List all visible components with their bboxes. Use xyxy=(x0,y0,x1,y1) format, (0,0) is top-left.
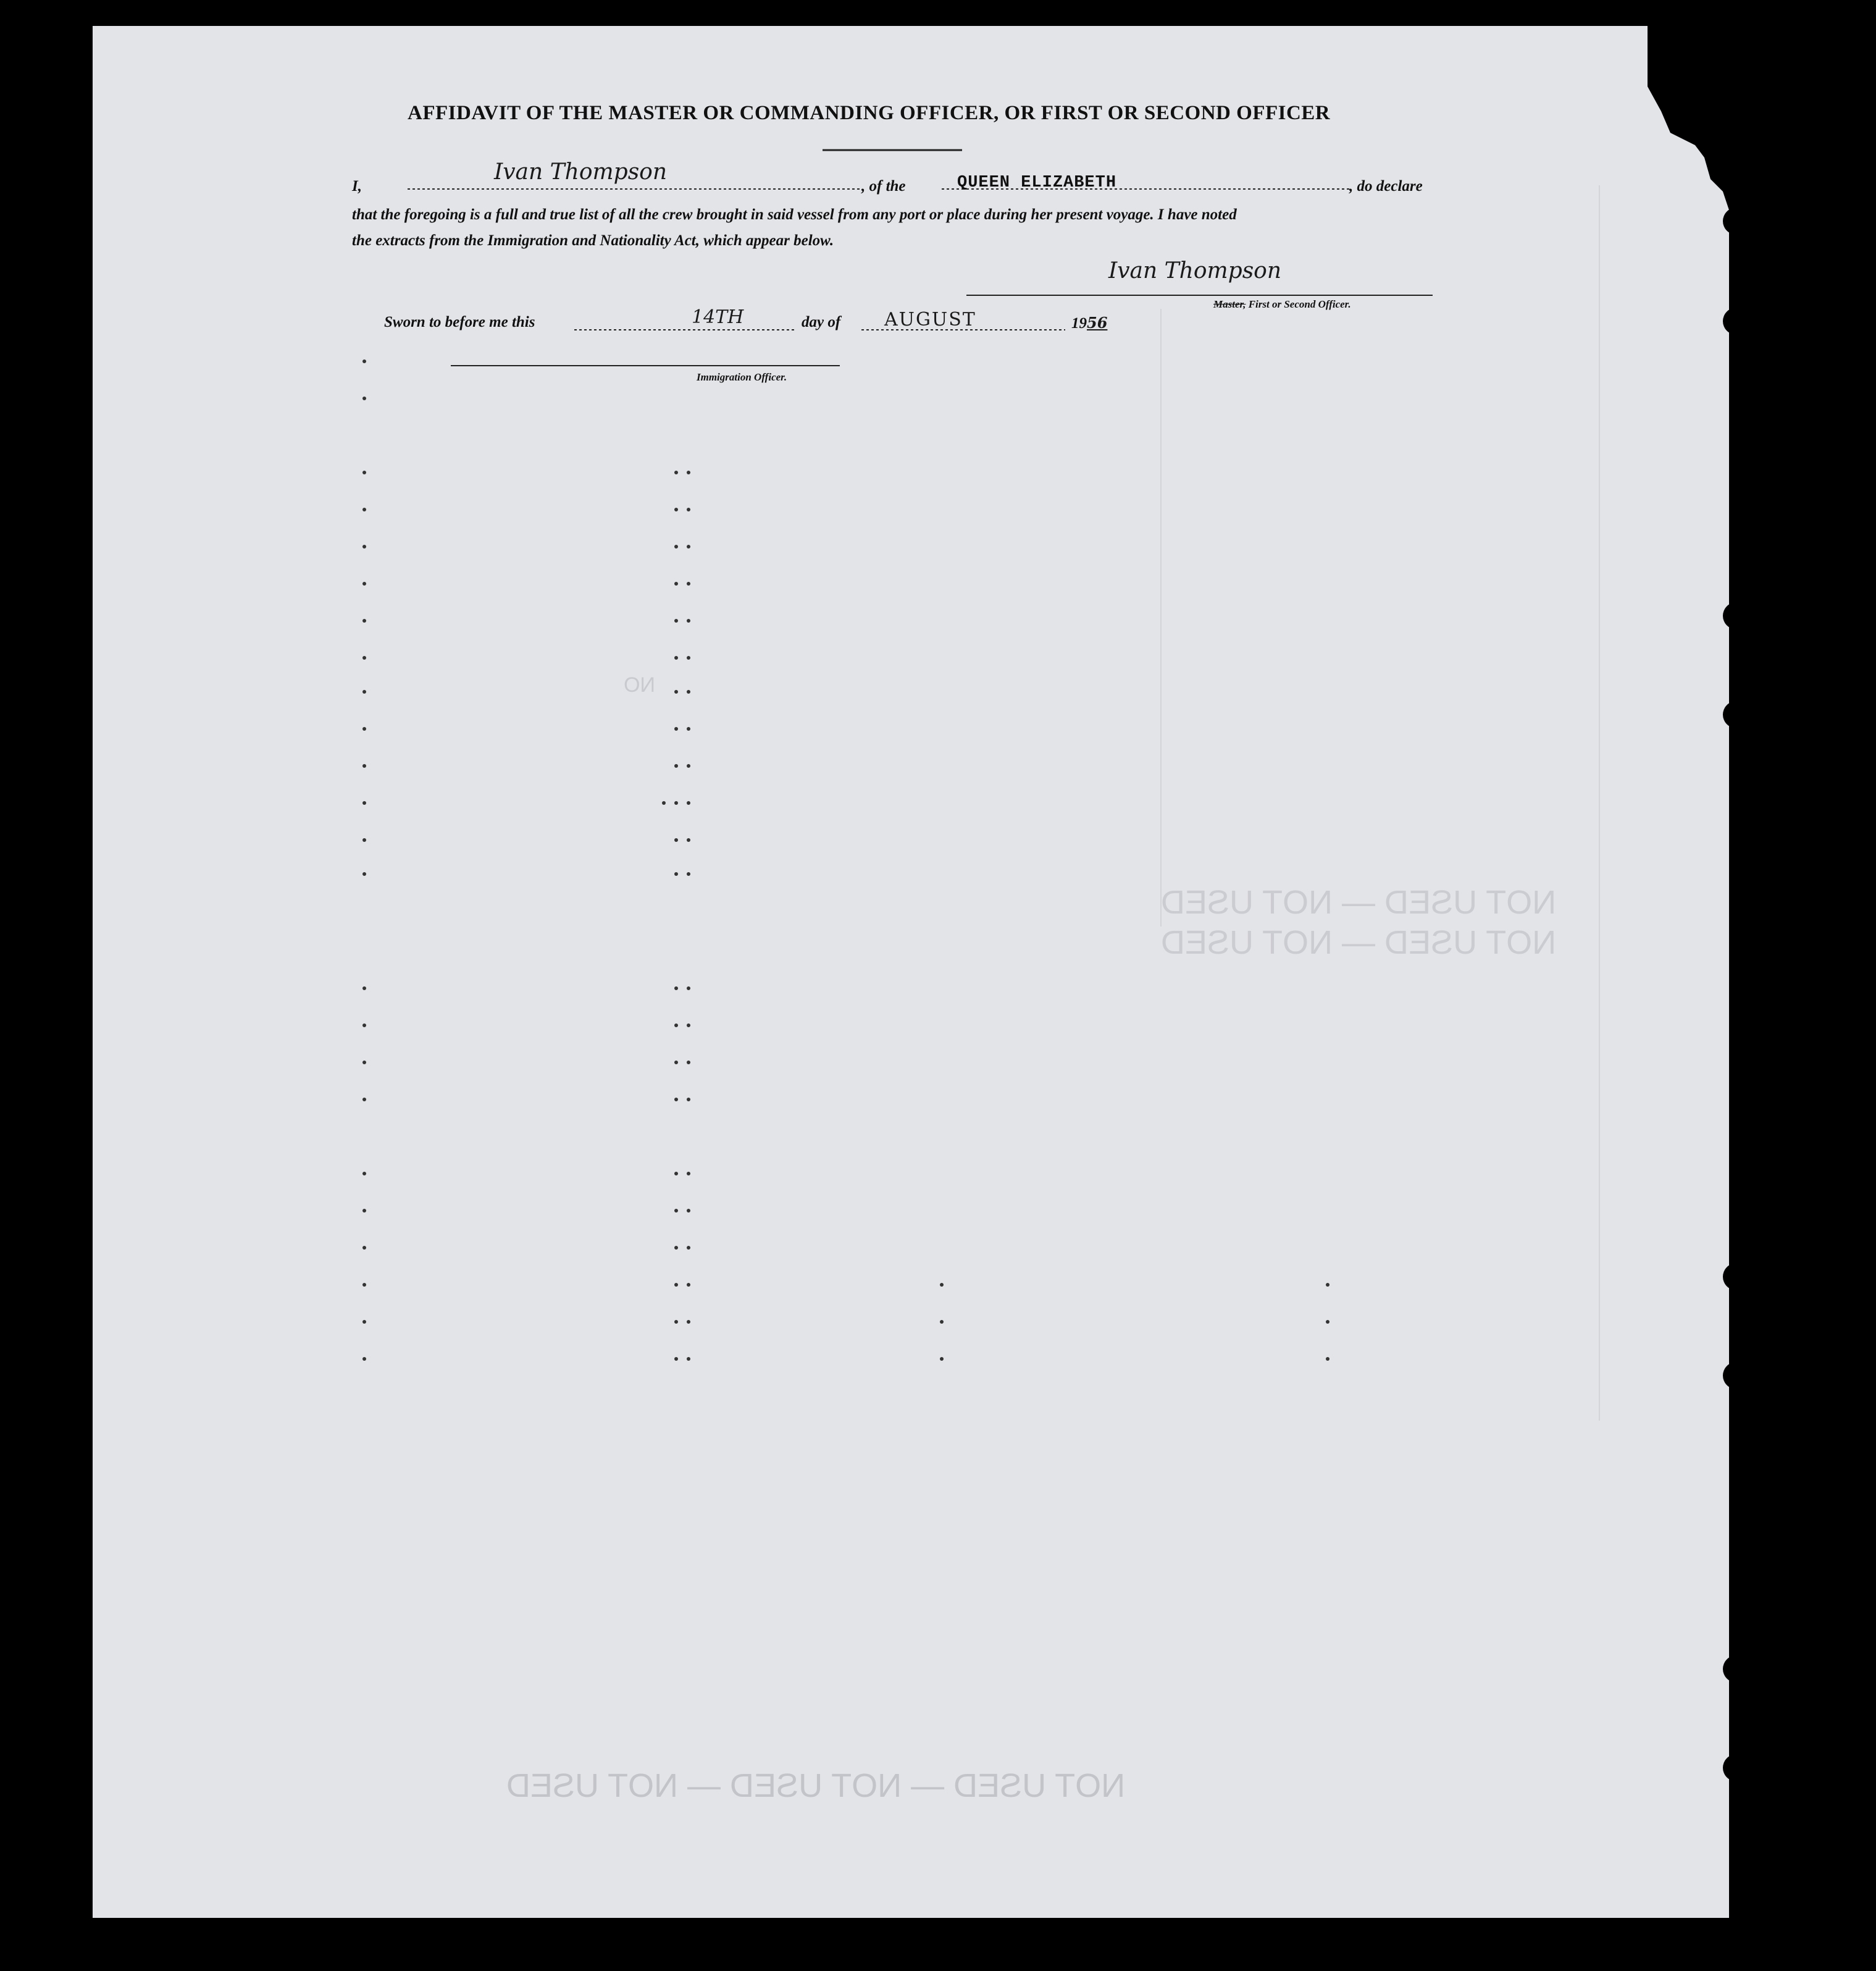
vessel-name: QUEEN ELIZABETH xyxy=(957,174,1117,192)
do-declare-label: , do declare xyxy=(1349,178,1423,195)
immigration-officer-caption: Immigration Officer. xyxy=(697,371,787,383)
sworn-month: AUGUST xyxy=(884,309,976,330)
officer-signature: Ivan Thompson xyxy=(1108,258,1282,284)
punch-hole xyxy=(1723,701,1750,728)
declarant-prefix: I, xyxy=(352,178,362,195)
bleed-through-stamp: NOT USED — NOT USED xyxy=(1161,924,1557,961)
bleed-through-stamp: NOT USED — NOT USED xyxy=(1161,884,1557,921)
year-label xyxy=(1071,314,1107,332)
declaration-text-line: the extracts from the Immigration and Nationality Act, which appear below. xyxy=(352,232,834,249)
punch-hole xyxy=(1723,208,1750,235)
punch-hole xyxy=(1723,1263,1750,1290)
struck-master-word: Master, xyxy=(1213,298,1246,310)
sworn-label: Sworn to before me this xyxy=(384,314,535,330)
officer-caption xyxy=(1213,298,1351,311)
bleed-through-stamp: NOT USED — NOT USED — NOT USED xyxy=(506,1767,1126,1804)
punch-hole xyxy=(1723,602,1750,629)
year-suffix: 56 xyxy=(1087,314,1108,332)
punch-hole xyxy=(1723,1655,1750,1683)
year-prefix: 19 xyxy=(1071,315,1087,332)
punch-hole xyxy=(1723,1754,1750,1781)
punch-hole xyxy=(1723,308,1750,335)
punch-hole xyxy=(1723,1362,1750,1389)
sworn-day: 14TH xyxy=(692,306,744,328)
officer-caption-rest: First or Second Officer. xyxy=(1246,298,1351,310)
bleed-through-mark: NO xyxy=(624,673,655,697)
day-of-label: day of xyxy=(802,314,841,330)
officer-name-handwritten: Ivan Thompson xyxy=(494,159,668,185)
declaration-text-line: that the foregoing is a full and true list of all the crew brought in said vessel from any port or place during her present voyage. I have noted xyxy=(352,206,1237,223)
affidavit-title: AFFIDAVIT OF THE MASTER OR COMMANDING OFFICER, OR FIRST OR SECOND OFFICER xyxy=(408,102,1331,124)
of-the-label: , of the xyxy=(861,178,906,195)
